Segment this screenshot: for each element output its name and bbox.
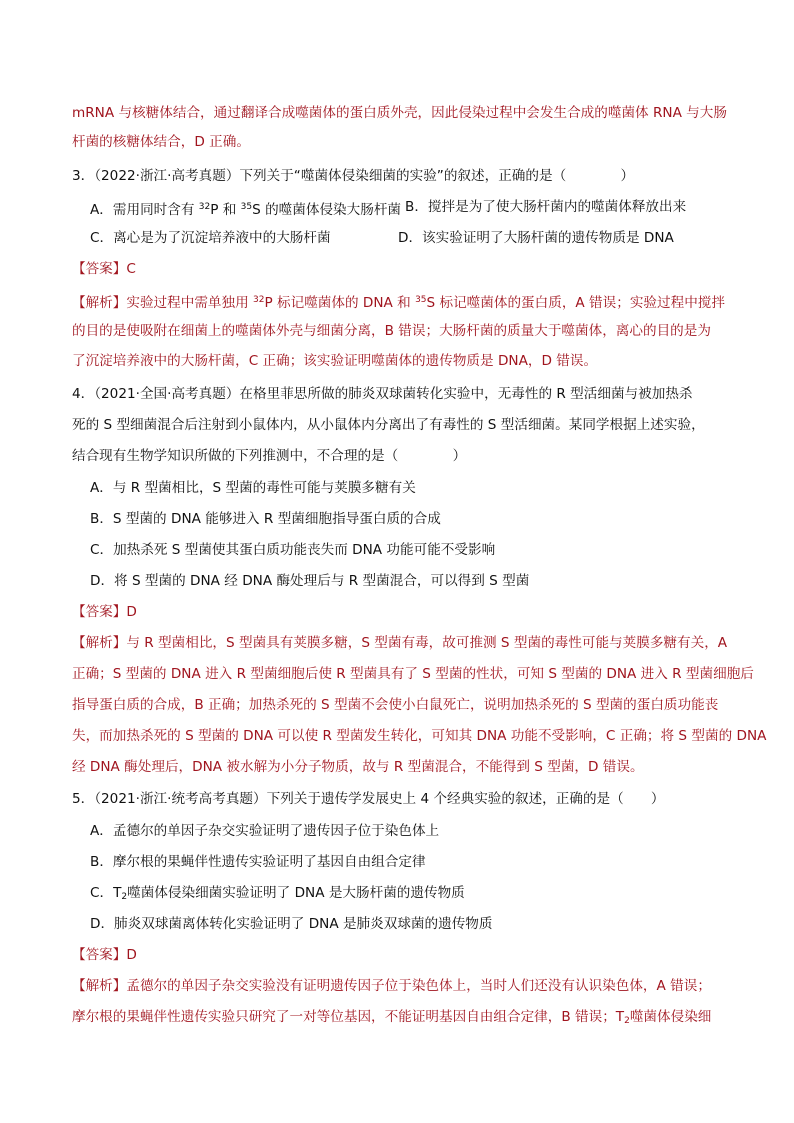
- option-c-text-1: C．T: [90, 885, 122, 901]
- question-4-explanation-line-4: 失，而加热杀死的 S 型菌的 DNA 可以使 R 型菌发生转化，可知其 DNA 功能不受影响，C 正确；将 S 型菌的 DNA: [72, 728, 767, 744]
- subscript-2: 2: [624, 1016, 630, 1026]
- question-4-option-b: B．S 型菌的 DNA 能够进入 R 型菌细胞指导蛋白质的合成: [90, 511, 441, 527]
- question-5-option-c: [90, 883, 465, 907]
- question-3-explanation-line-2: 的目的是使吸附在细菌上的噬菌体外壳与细菌分离，B 错误；大肠杆菌的质量大于噬菌体，离心的目的是为: [72, 323, 711, 339]
- answer-value: D: [126, 604, 137, 620]
- question-3-answer: [72, 259, 136, 279]
- question-4-stem-line-3: 结合现有生物学知识所做的下列推测中，不合理的是（ ）: [72, 448, 467, 464]
- question-4-explanation-line-2: 正确；S 型菌的 DNA 进入 R 型菌细胞后使 R 型菌具有了 S 型菌的性状，可知 S 型菌的 DNA 进入 R 型菌细胞后: [72, 666, 754, 682]
- answer-label: 【答案】: [72, 947, 127, 963]
- explanation-text: P 标记噬菌体的 DNA 和: [264, 295, 416, 311]
- question-4-explanation-line-3: 指导蛋白质的合成，B 正确；加热杀死的 S 型菌不会使小白鼠死亡，说明加热杀死的 S 型菌的蛋白质功能丧: [72, 697, 719, 713]
- question-5-explanation-line-1: [72, 976, 711, 996]
- question-3-option-c: C．离心是为了沉淀培养液中的大肠杆菌: [90, 230, 331, 246]
- question-5-explanation-line-2: [72, 1007, 711, 1031]
- question-5-option-b: B．摩尔根的果蝇伴性遗传实验证明了基因自由组合定律: [90, 854, 426, 870]
- explanation-text: 摩尔根的果蝇伴性遗传实验只研究了一对等位基因，不能证明基因自由组合定律，B 错误；T: [72, 1009, 625, 1025]
- option-c-text-2: 噬菌体侵染细菌实验证明了 DNA 是大肠杆菌的遗传物质: [127, 885, 465, 901]
- question-4-option-d: D．将 S 型菌的 DNA 经 DNA 酶处理后与 R 型菌混合，可以得到 S 型菌: [90, 573, 530, 589]
- question-3-explanation-line-1: [72, 290, 725, 313]
- explanation-text: 实验过程中需单独用: [126, 295, 254, 311]
- explanation-text: 与 R 型菌相比，S 型菌具有荚膜多糖，S 型菌有毒，故可推测 S 型菌的毒性可能与荚膜多糖有关，A: [126, 635, 728, 651]
- question-3-option-a: [90, 197, 401, 220]
- question-4-stem-line-2: 死的 S 型细菌混合后注射到小鼠体内，从小鼠体内分离出了有毒性的 S 型活细菌。某同学根据上述实验，: [72, 417, 705, 433]
- continued-explanation-line-2: 杆菌的核糖体结合，D 正确。: [72, 134, 250, 150]
- option-a-text-2: P 和: [210, 202, 241, 218]
- question-5-answer: [72, 945, 137, 965]
- question-5-option-a: A．孟德尔的单因子杂交实验证明了遗传因子位于染色体上: [90, 823, 440, 839]
- question-3-stem: 3．（2022·浙江·高考真题）下列关于“噬菌体侵染细菌的实验”的叙述，正确的是（ ）: [72, 168, 635, 184]
- superscript-32: 32: [253, 295, 265, 305]
- subscript-2: 2: [121, 892, 128, 902]
- question-4-option-a: A．与 R 型菌相比，S 型菌的毒性可能与荚膜多糖有关: [90, 480, 416, 496]
- explanation-text: 噬菌体侵染细: [629, 1009, 712, 1025]
- explanation-text: S 标记噬菌体的蛋白质，A 错误；实验过程中搅拌: [426, 295, 725, 311]
- question-4-answer: [72, 602, 137, 622]
- option-a-text-1: A．需用同时含有: [90, 202, 199, 218]
- question-4-explanation-line-1: [72, 633, 727, 653]
- option-a-text-3: S 的噬菌体侵染大肠杆菌: [252, 202, 402, 218]
- answer-label: 【答案】: [72, 604, 127, 620]
- superscript-35: 35: [415, 295, 427, 305]
- explanation-text: 孟德尔的单因子杂交实验没有证明遗传因子位于染色体上，当时人们还没有认识染色体，A 错误；: [126, 978, 711, 994]
- question-4-stem-line-1: 4．（2021·全国·高考真题）在格里菲思所做的肺炎双球菌转化实验中，无毒性的 R 型活细菌与被加热杀: [72, 386, 693, 402]
- question-5-option-d: D．肺炎双球菌离体转化实验证明了 DNA 是肺炎双球菌的遗传物质: [90, 916, 493, 932]
- answer-value: C: [126, 261, 136, 277]
- superscript-32: 32: [198, 202, 211, 212]
- superscript-35: 35: [240, 202, 253, 212]
- question-4-option-c: C．加热杀死 S 型菌使其蛋白质功能丧失而 DNA 功能可能不受影响: [90, 542, 496, 558]
- explanation-label: 【解析】: [72, 978, 127, 994]
- question-4-explanation-line-5: 经 DNA 酶处理后，DNA 被水解为小分子物质，故与 R 型菌混合，不能得到 S 型菌，D 错误。: [72, 759, 644, 775]
- explanation-label: 【解析】: [72, 635, 127, 651]
- explanation-label: 【解析】: [72, 295, 127, 311]
- question-3-option-d: D．该实验证明了大肠杆菌的遗传物质是 DNA: [398, 230, 674, 246]
- question-3-explanation-line-3: 了沉淀培养液中的大肠杆菌，C 正确；该实验证明噬菌体的遗传物质是 DNA，D 错误。: [72, 353, 598, 369]
- question-5-stem: 5．（2021·浙江·统考高考真题）下列关于遗传学发展史上 4 个经典实验的叙述，正确的是（ ）: [72, 791, 665, 807]
- answer-label: 【答案】: [72, 261, 127, 277]
- continued-explanation-line-1: mRNA 与核糖体结合，通过翻译合成噬菌体的蛋白质外壳，因此侵染过程中会发生合成的噬菌体 RNA 与大肠: [72, 105, 727, 121]
- answer-value: D: [126, 947, 137, 963]
- question-3-option-b: B．搅拌是为了使大肠杆菌内的噬菌体释放出来: [405, 199, 687, 215]
